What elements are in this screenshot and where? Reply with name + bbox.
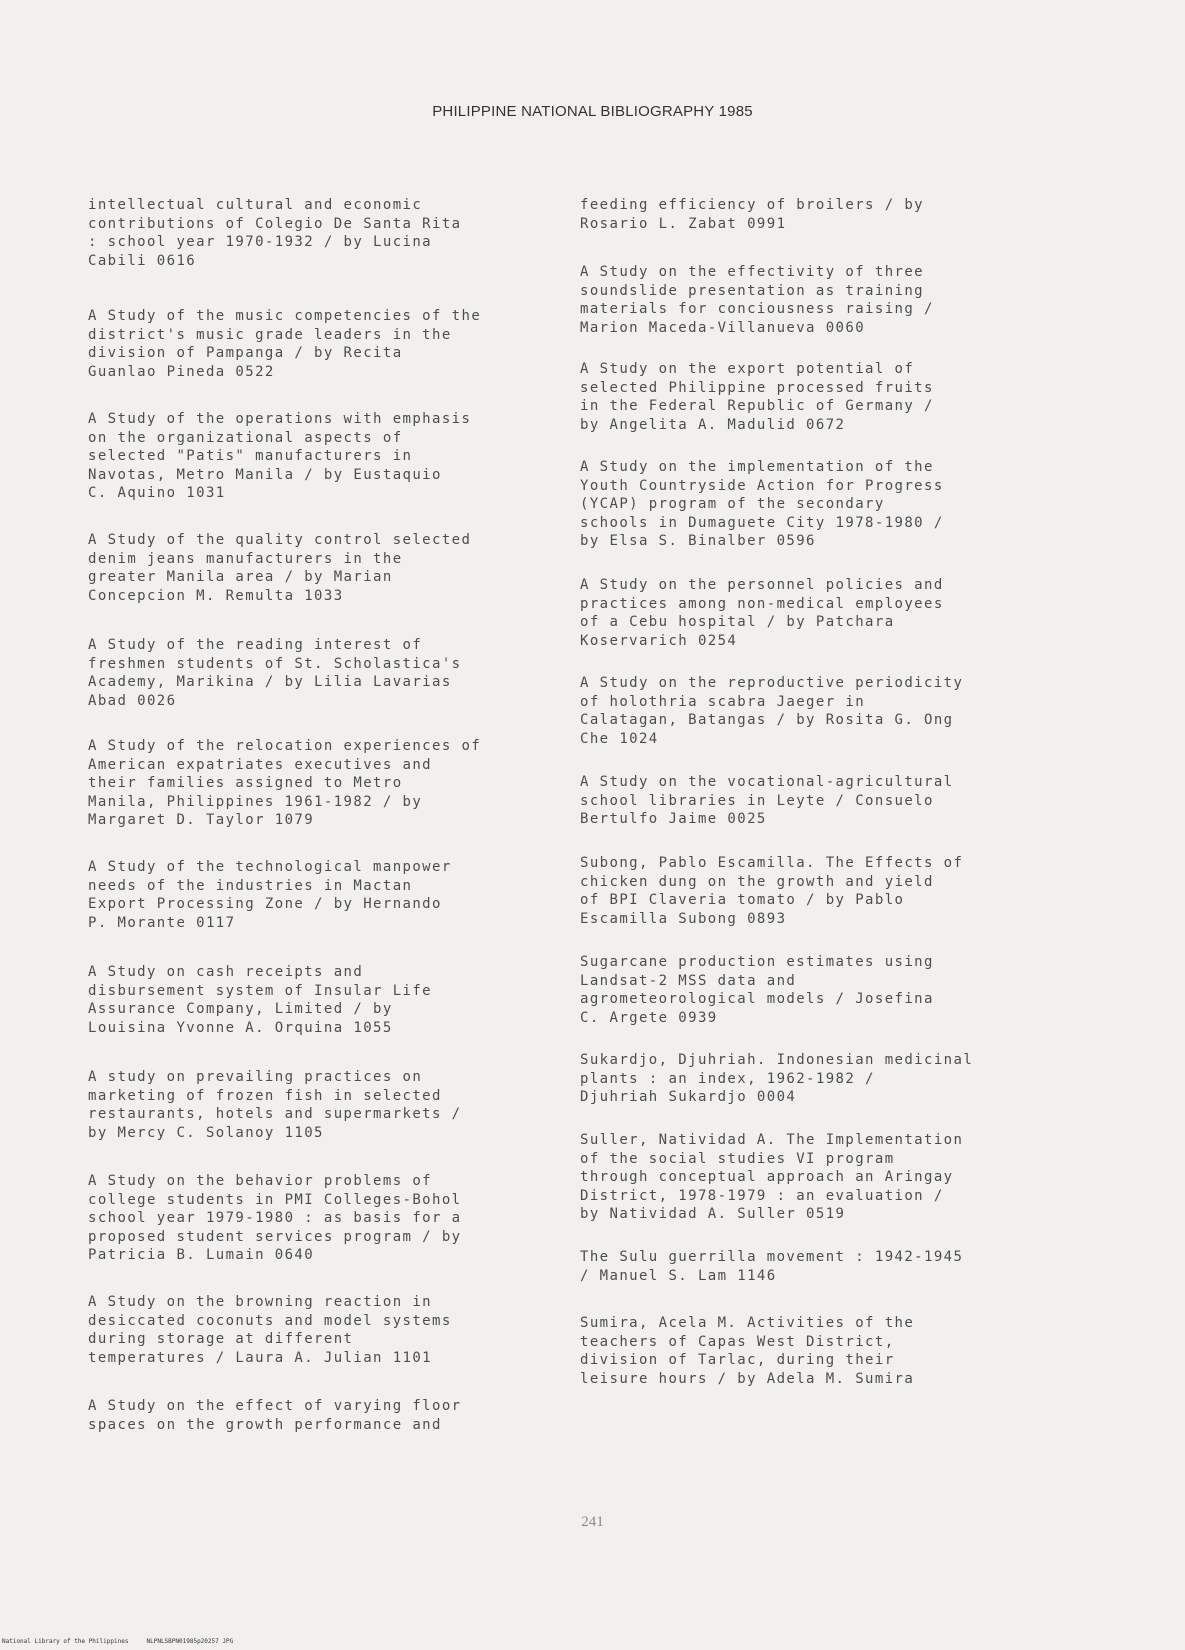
bibliography-entry: A Study of the operations with emphasis on the organizational aspects of selected "Patis" manufacturers in Navotas, Metro Manila / by Eustaquio C. Aquino 1031	[88, 411, 472, 501]
scan-footer: National Library of the Philippines NLPNLSBPN01985p20257 JPG	[2, 1638, 234, 1645]
bibliography-entry: feeding efficiency of broilers / by Rosario L. Zabat 0991	[580, 197, 925, 232]
bibliography-entry: A Study on cash receipts and disbursement system of Insular Life Assurance Company, Limited / by Louisina Yvonne A. Orquina 1055	[88, 964, 433, 1036]
bibliography-entry: A Study on the effectivity of three soundslide presentation as training materials for conciousness raising / Marion Maceda-Villanueva 0060	[580, 264, 934, 336]
bibliography-entry: Sumira, Acela M. Activities of the teachers of Capas West District, division of Tarlac, during their leisure hours / by Adela M. Sumira	[580, 1315, 915, 1387]
bibliography-entry: A Study of the reading interest of freshmen students of St. Scholastica's Academy, Marikina / by Lilia Lavarias Abad 0026	[88, 637, 462, 709]
bibliography-entry: A study on prevailing practices on marketing of frozen fish in selected restaurants, hotels and supermarkets / by Mercy C. Solanoy 1105	[88, 1069, 462, 1141]
bibliography-entry: A Study on the effect of varying floor spaces on the growth performance and	[88, 1398, 462, 1433]
bibliography-entry: Subong, Pablo Escamilla. The Effects of chicken dung on the growth and yield of BPI Claveria tomato / by Pablo Escamilla Subong 0893	[580, 855, 964, 927]
bibliography-entry: A Study on the behavior problems of college students in PMI Colleges-Bohol school year 1979-1980 : as basis for a proposed student services program / by Patricia B. Lumain 0640	[88, 1173, 462, 1263]
bibliography-entry: A Study on the implementation of the Youth Countryside Action for Progress (YCAP) program of the secondary schools in Dumaguete City 1978-1980 / by Elsa S. Binalber 0596	[580, 459, 944, 549]
bibliography-entry: A Study of the relocation experiences of American expatriates executives and their families assigned to Metro Manila, Philippines 1961-1982 / by Margaret D. Taylor 1079	[88, 738, 482, 828]
bibliography-entry: A Study of the music competencies of the district's music grade leaders in the division of Pampanga / by Recita Guanlao Pineda 0522	[88, 308, 482, 380]
bibliography-entry: A Study on the personnel policies and practices among non-medical employees of a Cebu hospital / by Patchara Koservarich 0254	[580, 577, 944, 649]
bibliography-entry: A Study on the export potential of selected Philippine processed fruits in the Federal Republic of Germany / by Angelita A. Madulid 0672	[580, 361, 934, 433]
bibliography-entry: Sukardjo, Djuhriah. Indonesian medicinal plants : an index, 1962-1982 / Djuhriah Sukardjo 0004	[580, 1052, 974, 1105]
bibliography-entry: A Study on the vocational-agricultural school libraries in Leyte / Consuelo Bertulfo Jaime 0025	[580, 774, 954, 827]
bibliography-entry: The Sulu guerrilla movement : 1942-1945 / Manuel S. Lam 1146	[580, 1249, 964, 1284]
bibliography-entry: intellectual cultural and economic contributions of Colegio De Santa Rita : school year 1970-1932 / by Lucina Cabili 0616	[88, 197, 462, 269]
bibliography-entry: A Study on the reproductive periodicity of holothria scabra Jaeger in Calatagan, Batangas / by Rosita G. Ong Che 1024	[580, 675, 964, 747]
bibliography-entry: Suller, Natividad A. The Implementation of the social studies VI program through conceptual approach an Aringay District, 1978-1979 : an evaluation / by Natividad A. Suller 0519	[580, 1132, 964, 1222]
bibliography-entry: A Study on the browning reaction in desiccated coconuts and model systems during storage at different temperatures / Laura A. Julian 1101	[88, 1294, 452, 1366]
bibliography-entry: A Study of the quality control selected denim jeans manufacturers in the greater Manila area / by Marian Concepcion M. Remulta 1033	[88, 532, 472, 604]
page-number: 241	[581, 1514, 604, 1530]
bibliography-entry: Sugarcane production estimates using Landsat-2 MSS data and agrometeorological models / Josefina C. Argete 0939	[580, 954, 934, 1026]
page-title: PHILIPPINE NATIONAL BIBLIOGRAPHY 1985	[432, 103, 753, 120]
bibliography-entry: A Study of the technological manpower needs of the industries in Mactan Export Processing Zone / by Hernando P. Morante 0117	[88, 859, 452, 931]
